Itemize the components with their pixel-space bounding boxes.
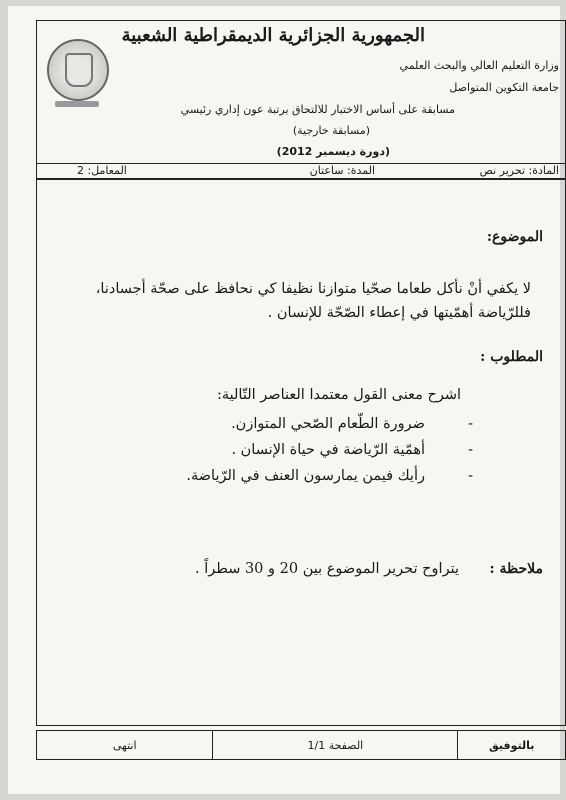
contest-type: (مسابقة خارجية) (292, 124, 370, 137)
list-item-text: رأيك فيمن يمارسون العنف في الرّياضة. (186, 468, 425, 484)
duration-label: المدة: ساعتان (309, 164, 375, 177)
university-name: جامعة التكوين المتواصل (449, 81, 559, 94)
list-item (153, 463, 473, 489)
exam-header (36, 20, 566, 180)
ministry-name: وزارة التعليم العالي والبحث العلمي (399, 59, 559, 72)
list-item-text: ضرورة الطّعام الصّحي المتوازن. (231, 416, 425, 432)
list-item-text: أهمّية الرّياضة في حياة الإنسان . (231, 442, 425, 458)
note-heading: ملاحظة : (489, 561, 543, 577)
page-number: الصفحة 1/1 (212, 731, 457, 759)
required-intro: اشرح معنى القول معتمدا العناصر التّالية: (216, 387, 461, 403)
required-heading: المطلوب : (480, 349, 543, 365)
republic-title: الجمهورية الجزائرية الديمقراطية الشعبية (121, 25, 425, 46)
good-luck-label: بالتوفيق (457, 731, 565, 759)
contest-title: مسابقة على أساس الاختبار للالتحاق برتبة عون إداري رئيسي (180, 103, 455, 116)
exam-sheet (8, 6, 560, 794)
list-dash: - (468, 442, 473, 458)
list-item (153, 437, 473, 463)
end-label: انتهى (112, 738, 137, 752)
topic-heading: الموضوع: (486, 229, 543, 245)
subject-label: المادة: تحرير نص (479, 164, 559, 177)
coefficient-label: المعامل: 2 (77, 164, 127, 177)
seal-caption (55, 101, 99, 107)
note-text: يتراوح تحرير الموضوع بين 20 و 30 سطراً . (195, 561, 459, 577)
list-item (153, 411, 473, 437)
list-dash: - (468, 468, 473, 484)
university-seal-icon (47, 39, 109, 101)
required-list (153, 411, 473, 489)
exam-body (36, 178, 566, 726)
topic-text: لا يكفي أنْ نأكل طعاما صحّيا متوازنا نظيفا كي نحافظ على صحّة أجسادنا، فللرّياضة أهمّيتها في إعطاء الصّحّة للإنسان . (95, 281, 531, 321)
list-dash: - (468, 416, 473, 432)
session-date: (دورة ديسمبر 2012) (276, 145, 390, 158)
exam-footer (36, 730, 566, 760)
